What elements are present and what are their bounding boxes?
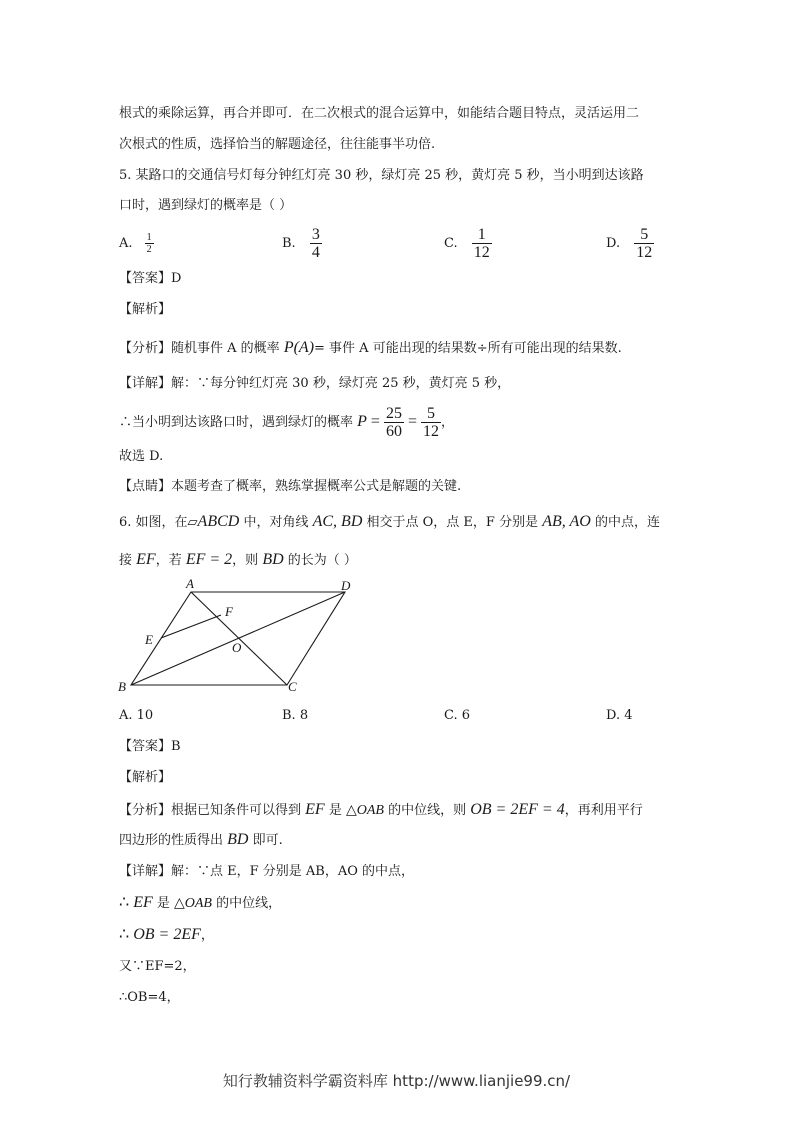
q5-fenxi-math: P(A) — [283, 339, 315, 356]
diagonal-bd — [131, 592, 345, 685]
q6-fenxi-1a: 根据已知条件可以得到 — [171, 803, 306, 818]
q5-option-c-fraction — [472, 226, 492, 261]
q5-fraction-2-numerator: 5 — [421, 405, 441, 423]
q6-xiangjie-tag: 【详解】 — [119, 864, 172, 879]
q6-fenxi-2a: 四边形的性质得出 — [119, 833, 228, 848]
q6-fenxi-tag: 【分析】 — [119, 803, 172, 818]
q6-analysis-tag: 【解析】 — [119, 770, 172, 785]
q5-option-c — [444, 226, 492, 261]
footer-watermark: 知行教辅资料学霸资料库 http://www.lianjie99.cn/ — [222, 1072, 571, 1090]
q5-option-c-label: C. — [444, 236, 458, 251]
q5-xiangjie-text-1: 解：∵每分钟红灯亮 30 秒，绿灯亮 25 秒，黄灯亮 5 秒， — [171, 376, 511, 391]
q5-option-d-denominator: 12 — [636, 244, 653, 261]
segment-ef — [161, 615, 221, 638]
q5-analysis-tag: 【解析】 — [119, 302, 172, 317]
q6-fenxi-triangle: △OAB — [345, 803, 384, 818]
q5-option-d-fraction — [634, 226, 654, 261]
q5-option-b-denominator: 4 — [311, 244, 320, 261]
q6-stem-2a: 接 — [119, 553, 137, 568]
q5-xiangjie-text-2a: ∴当小明到达该路口时，遇到绿灯的概率 — [119, 415, 358, 430]
label-b: B — [118, 679, 126, 694]
q6-stem-2d: 的长为（ ） — [283, 553, 357, 568]
q5-option-a-denominator: 2 — [146, 244, 152, 255]
q5-xiangjie-text-2b: ， — [440, 415, 454, 430]
q5-probability-symbol: P — [357, 413, 367, 430]
q6-stem-1a: 6. 如图，在 — [119, 515, 188, 530]
q6-fenxi-line-2 — [119, 830, 283, 851]
q5-equals-2: = — [403, 413, 421, 430]
q6-stem-line-2 — [119, 550, 357, 571]
label-o: O — [232, 640, 242, 655]
intro-line-2: 次根式的性质，选择恰当的解题途径，往往能事半功倍. — [119, 137, 436, 152]
q6-fenxi-bd: BD — [227, 831, 249, 848]
q6-abcd: ABCD — [197, 513, 240, 530]
q5-fraction-5-12 — [421, 405, 441, 440]
q5-fraction-1-denominator: 60 — [385, 423, 402, 440]
q6-answer-value: B — [171, 739, 181, 754]
q6-stem-2b: ，若 — [155, 553, 186, 568]
q5-option-b-label: B. — [282, 236, 296, 251]
parallelogram-symbol: ▱ — [187, 514, 198, 529]
q5-fenxi-tag: 【分析】 — [119, 341, 172, 356]
label-c: C — [288, 679, 297, 694]
q5-option-d — [606, 226, 654, 261]
q5-option-a — [119, 232, 154, 255]
q6-fenxi-ef: EF — [305, 801, 325, 818]
q6-answer-tag: 【答案】 — [119, 739, 172, 754]
q5-option-d-numerator: 5 — [634, 226, 654, 244]
parallelogram-figure — [115, 576, 365, 698]
q5-equals-1: = — [366, 413, 384, 430]
q5-xiangjie-line-1 — [119, 374, 510, 394]
q5-fenxi-text-1: 随机事件 A 的概率 — [171, 341, 284, 356]
q5-dianjing-tag: 【点睛】 — [119, 479, 172, 494]
q5-option-a-label: A. — [119, 236, 133, 251]
q6-fenxi-1c: 的中位线，则 — [383, 803, 471, 818]
q6-stem-line-1 — [119, 512, 660, 533]
q5-xiangjie-line-3: 故选 D. — [119, 449, 164, 464]
q6-ef-equals-2: EF = 2 — [185, 551, 233, 568]
q6-fenxi-1d: ，再利用平行 — [564, 803, 643, 818]
q5-option-b — [282, 226, 322, 261]
q6-xiangjie-line-2 — [119, 893, 281, 914]
q5-xiangjie-tag: 【详解】 — [119, 376, 172, 391]
q6-xiangjie-triangle: △OAB — [174, 896, 212, 911]
q5-fraction-2-denominator: 12 — [422, 423, 439, 440]
q6-xiangjie-line-4: 又∵EF=2， — [119, 959, 196, 974]
q5-xiangjie-line-2 — [119, 405, 454, 440]
q6-xiangjie-3b: ， — [200, 928, 214, 943]
q5-option-b-fraction — [310, 226, 322, 261]
label-a: A — [186, 576, 194, 591]
q6-option-d: D. 4 — [606, 708, 633, 723]
q5-stem-line-1: 5. 某路口的交通信号灯每分钟红灯亮 30 秒，绿灯亮 25 秒，黄灯亮 5 秒，当小明到达该路 — [119, 168, 644, 183]
q5-answer-value: D — [171, 271, 182, 286]
q6-fenxi-line-1 — [119, 800, 643, 821]
q6-stem-1c: 相交于点 O，点 E，F 分别是 — [362, 515, 543, 530]
q5-option-a-fraction — [145, 232, 154, 255]
q6-stem-2c: ，则 — [232, 553, 263, 568]
q6-xiangjie-text-1: 解：∵点 E，F 分别是 AB，AO 的中点， — [171, 864, 415, 879]
q6-xiangjie-2b: 是 — [152, 896, 174, 911]
q6-answer — [119, 737, 181, 757]
label-e: E — [145, 632, 153, 647]
intro-line-1: 根式的乘除运算，再合并即可．在二次根式的混合运算中，如能结合题目特点，灵活运用二 — [119, 106, 640, 121]
q5-answer — [119, 269, 181, 289]
q6-bd: BD — [262, 551, 284, 568]
q6-ab-ao: AB, AO — [542, 513, 591, 530]
q5-dianjing-text: 本题考查了概率，熟练掌握概率公式是解题的关键. — [171, 479, 462, 494]
q6-fenxi-equation: OB = 2EF = 4 — [470, 801, 565, 818]
q5-fraction-25-60 — [384, 405, 404, 440]
q6-therefore-2: ∴ — [119, 926, 134, 943]
q6-therefore-1: ∴ — [119, 894, 134, 911]
q5-fraction-1-numerator: 25 — [385, 405, 402, 422]
q5-fenxi — [119, 338, 622, 359]
label-d: D — [341, 578, 351, 593]
q6-fenxi-2b: 即可. — [248, 833, 283, 848]
q5-option-a-numerator: 1 — [146, 232, 152, 243]
q5-fenxi-text-2: = 事件 A 可能出现的结果数÷所有可能出现的结果数. — [314, 341, 622, 356]
q6-xiangjie-line-1 — [119, 862, 414, 882]
q6-ac-bd: AC, BD — [312, 513, 363, 530]
q6-xiangjie-line-5: ∴OB=4， — [119, 990, 180, 1005]
q6-stem-1d: 的中点，连 — [590, 515, 660, 530]
q5-option-c-numerator: 1 — [472, 226, 492, 244]
q5-dianjing — [119, 477, 461, 497]
label-f: F — [225, 604, 233, 619]
q5-option-b-numerator: 3 — [311, 226, 320, 243]
q6-xiangjie-line-3 — [119, 925, 214, 946]
q6-xiangjie-equation: OB = 2EF — [133, 926, 201, 943]
q6-option-a: A. 10 — [119, 708, 154, 723]
q6-ef: EF — [136, 551, 156, 568]
q5-answer-tag: 【答案】 — [119, 271, 172, 286]
q6-stem-1b: 中，对角线 — [239, 515, 313, 530]
q6-xiangjie-2c: 的中位线， — [211, 896, 282, 911]
q5-option-c-denominator: 12 — [473, 244, 490, 261]
q6-fenxi-1b: 是 — [324, 803, 346, 818]
q5-stem-line-2: 口时，遇到绿灯的概率是（ ） — [119, 198, 293, 213]
q6-option-c: C. 6 — [444, 708, 471, 723]
q6-option-b: B. 8 — [282, 708, 309, 723]
q6-xiangjie-ef: EF — [133, 894, 153, 911]
q5-option-d-label: D. — [606, 236, 621, 251]
